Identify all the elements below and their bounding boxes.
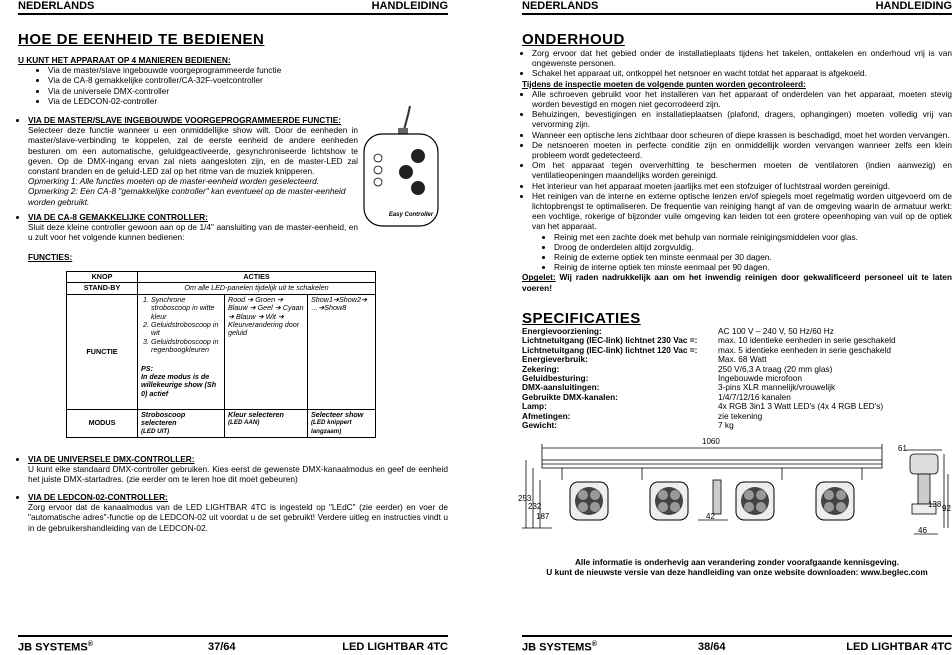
ps-text: In deze modus is de willekeurige show (Sh 0) actief xyxy=(141,372,217,398)
list-item: • Via de master/slave ingebouwde voorgeprogrammeerde functie xyxy=(48,65,448,75)
list-item: • Reinig de interne optiek ten minste eenmaal per 90 dagen. xyxy=(554,262,952,272)
section-text: U kunt elke standaard DMX-controller gebruiken. Kies eerst de gewenste DMX-kanaalmodus en geef de eenheid het juiste DMX-startadres. (zie eerder om te leren hoe dit moet gebeuren) xyxy=(28,464,448,485)
modus-show: Selecteer show (LED knippert langzaam) xyxy=(308,409,376,437)
note-1: Opmerking 1: Alle functies moeten op de master-eenheid worden geselecteerd. xyxy=(28,176,320,187)
list-item: • Het reinigen van de interne en externe optische lenzen en/of spiegels moet regelmatig worden uitgevoerd om de lichtopbrengst te optimaliseren. De frequentie van reiniging hangt af van de omgeving waarin de armatuur werkt: een vochtige, rokerige of bijzonder vuile omgeving kan leiden tot een grotere opeenhoping van vuil op de optiek van het apparaat. xyxy=(532,191,952,232)
functie-colors: Rood ➔ Groen ➔ Blauw ➔ Geel ➔ Cyaan ➔ Blauw ➔ Wit ➔ Kleurverandering door geluid xyxy=(225,294,308,409)
footer-page-number: 37/64 xyxy=(208,641,236,653)
list-item: • Droog de onderdelen altijd zorgvuldig. xyxy=(554,242,952,252)
functie-label: FUNCTIE xyxy=(67,294,138,409)
list-item: • Via de CA-8 gemakkelijke controller/CA-32F-voetcontroller xyxy=(48,75,448,85)
col-knop: KNOP xyxy=(67,272,138,283)
notice-download: U kunt de nieuwste versie van deze handleiding van onze website downloaden: www.beglec.com xyxy=(546,567,928,577)
header-language: NEDERLANDS xyxy=(18,0,95,12)
dim-187: 187 xyxy=(536,512,550,521)
list-item: • Reinig met een zachte doek met behulp van normale reinigingsmiddelen voor glas. xyxy=(554,232,952,242)
dim-138: 138 xyxy=(928,500,942,509)
header-manual: HANDLEIDING xyxy=(371,0,448,12)
spec-list xyxy=(522,327,952,430)
footer-page-number: 38/64 xyxy=(698,641,726,653)
spec-row: Lichtnetuitgang (IEC-link) lichtnet 230 Vac =: max. 10 identieke eenheden in serie geschakeld xyxy=(522,335,896,346)
page-header xyxy=(18,0,448,15)
dim-253: 253 xyxy=(518,494,532,503)
inspect-heading: Tijdens de inspectie moeten de volgende punten worden gecontroleerd: xyxy=(522,78,806,89)
note-2: Opmerking 2: Een CA-8 "gemakkelijke controller" kan eventueel op de master-eenheid worden gebruikt. xyxy=(28,186,346,207)
list-item: 3. Geluidstroboscoop in regenboogkleuren xyxy=(151,338,221,355)
controller-label: Easy Controller xyxy=(388,212,434,218)
maintenance-section xyxy=(522,48,952,293)
dmx-section xyxy=(18,454,448,485)
functions-table xyxy=(66,271,376,438)
table-row xyxy=(67,283,376,294)
spec-title: SPECIFICATIES xyxy=(522,310,641,327)
list-item: • Via de universele DMX-controller xyxy=(48,86,448,96)
dim-61: 61 xyxy=(898,444,907,453)
header-language: NEDERLANDS xyxy=(522,0,599,12)
list-item: • Behuizingen, bevestigingen en installatieplaatsen (plafond, dragers, ophangingen) moeten volledig vrij van vervorming zijn. xyxy=(532,109,952,129)
dim-92: 92 xyxy=(942,504,951,513)
modus-strobe: Stroboscoop selecteren (LED UIT) xyxy=(138,409,225,437)
list-item: • Schakel het apparaat uit, ontkoppel het netsnoer en wacht totdat het apparaat is afgekoeld. xyxy=(532,68,952,78)
page-footer xyxy=(18,635,448,655)
spec-row: Lamp: 4x RGB 3in1 3 Watt LED's (4x 4 RGB LED's) xyxy=(522,401,884,412)
standby-label: STAND-BY xyxy=(67,283,138,294)
footer-product: LED LIGHTBAR 4TC xyxy=(342,641,448,653)
section-heading: • VIA DE MASTER/SLAVE INGEBOUWDE VOORGEPROGRAMMEERDE FUNCTIE: xyxy=(28,115,358,125)
spec-row: Gewicht: 7 kg xyxy=(522,419,734,430)
spec-row: Zekering: 250 V/6,3 A traag (20 mm glas) xyxy=(522,363,833,374)
list-item: • Alle schroeven gebruikt voor het installeren van het apparaat of onderdelen van het apparaat, moeten stevig worden bevestigd en mogen niet gecorrodeerd zijn. xyxy=(532,89,952,109)
page-title: ONDERHOUD xyxy=(522,31,625,48)
header-manual: HANDLEIDING xyxy=(875,0,952,12)
ways-heading: U KUNT HET APPARAAT OP 4 MANIEREN BEDIENEN: xyxy=(18,55,231,65)
functie-strobe xyxy=(138,294,225,409)
page-footer xyxy=(522,635,952,655)
section-text: Selecteer deze functie wanneer u een onmiddellijke show wilt. Door de eenheden in master/slave-verbinding te koppelen, zal de eerste eenheid de andere eenheden besturen om een automatische, geluidgeactiveerde, gesynchroniseerde lichtshow te geven. Op de DMX-ingang ervan zal niets aangesloten zijn, en de master-LED zal constant branden en de geluid-LED zal op het ritme van de muziek knipperen. xyxy=(28,125,358,177)
notice-change: Alle informatie is onderhevig aan verandering zonder voorafgaande kennisgeving. xyxy=(574,557,900,567)
table-row xyxy=(67,272,376,283)
list-item: • Om het apparaat tegen oververhitting te beschermen moeten de ventilatoren (indien aanwezig) en ventilatieopeningen maandelijks worden gereinigd. xyxy=(532,160,952,180)
master-slave-section xyxy=(18,115,358,207)
page-title: HOE DE EENHEID TE BEDIENEN xyxy=(18,31,265,48)
functions-heading: FUNCTIES: xyxy=(28,252,73,262)
list-item: • Via de LEDCON-02-controller xyxy=(48,96,448,106)
spec-row: Energievoorziening: AC 100 V – 240 V, 50 Hz/60 Hz xyxy=(522,326,834,336)
list-item: • Reinig de externe optiek ten minste eenmaal per 30 dagen. xyxy=(554,252,952,262)
footer-product: LED LIGHTBAR 4TC xyxy=(846,641,952,653)
spec-row: Lichtnetuitgang (IEC-link) lichtnet 120 Vac =: max. 5 identieke eenheden in serie geschakeld xyxy=(522,344,891,355)
section-text: Zorg ervoor dat de kanaalmodus van de LED LIGHTBAR 4TC is ingesteld op "LEdC" (zie eerder) en voer de "automatische adres"-functie op de LEDCON-02 uit voordat u de set gebruikt! Verdere uitleg en instructies vindt u in de gebruikershandleiding van de LEDCON-02. xyxy=(28,502,448,533)
list-item: • Zorg ervoor dat het gebied onder de installatieplaats tijdens het takelen, onttakelen en onderhoud vrij is van ongewenste personen. xyxy=(532,48,952,68)
list-item: 2. Geluidstroboscoop in wit xyxy=(151,321,221,338)
spec-row: DMX-aansluitingen: 3-pins XLR mannelijk/vrouwelijk xyxy=(522,382,836,393)
spec-row: Gebruikte DMX-kanalen: 1/4/7/12/16 kanalen xyxy=(522,391,791,402)
ways-list xyxy=(18,65,448,106)
table-row xyxy=(67,409,376,437)
modus-color: Kleur selecteren (LED AAN) xyxy=(225,409,308,437)
col-acties: ACTIES xyxy=(138,272,376,283)
list-item: • Het interieur van het apparaat moeten jaarlijks met een stofzuiger of luchtstraal worden gereinigd. xyxy=(532,181,952,191)
ps-label: PS: xyxy=(141,363,153,373)
spec-row: Geluidbesturing: Ingebouwde microfoon xyxy=(522,372,802,383)
dim-46: 46 xyxy=(918,526,927,535)
page-header xyxy=(522,0,952,15)
right-page xyxy=(518,0,952,654)
standby-text: Om alle LED-panelen tijdelijk uit te schakelen xyxy=(138,283,376,294)
footer-brand: JB SYSTEMS® xyxy=(18,641,93,654)
list-item: • Wanneer een optische lens zichtbaar door scheuren of diepe krassen is beschadigd, moet het worden vervangen. xyxy=(532,130,952,140)
modus-label: MODUS xyxy=(67,409,138,437)
list-item: 1. Synchrone stroboscoop in witte kleur xyxy=(151,296,221,321)
ways-section xyxy=(18,55,448,106)
left-page xyxy=(18,0,448,654)
dimension-drawing xyxy=(522,436,952,548)
section-heading: • VIA DE UNIVERSELE DMX-CONTROLLER: xyxy=(28,454,448,464)
section-text: Sluit deze kleine controller gewoon aan op de 1/4" aansluiting van de master-eenheid, en u zult voor het volgende kunnen bedienen: xyxy=(28,222,358,243)
caution-note: Opgelet: Wij raden nadrukkelijk aan om het inwendig reinigen door gekwalificeerd personeel uit te laten voeren! xyxy=(522,272,952,293)
footer-brand: JB SYSTEMS® xyxy=(522,641,597,654)
list-item: • De netsnoeren moeten in perfecte conditie zijn en onmiddellijk worden vervangen wanneer zelfs een klein probleem wordt gedetecteerd. xyxy=(532,140,952,160)
table-row xyxy=(67,294,376,409)
spec-row: Energieverbruik: Max. 68 Watt xyxy=(522,354,767,365)
section-heading: • VIA DE LEDCON-02-CONTROLLER: xyxy=(28,492,448,502)
functie-shows: Show1➔Show2➔ …➔Show8 xyxy=(308,294,376,409)
ca8-section xyxy=(18,212,358,243)
spec-row: Afmetingen: zie tekening xyxy=(522,410,763,421)
dim-42: 42 xyxy=(706,512,715,521)
dim-width: 1060 xyxy=(702,437,720,446)
section-heading: • VIA DE CA-8 GEMAKKELIJKE CONTROLLER: xyxy=(28,212,358,222)
ledcon-section xyxy=(18,492,448,533)
dim-232: 232 xyxy=(528,502,542,511)
